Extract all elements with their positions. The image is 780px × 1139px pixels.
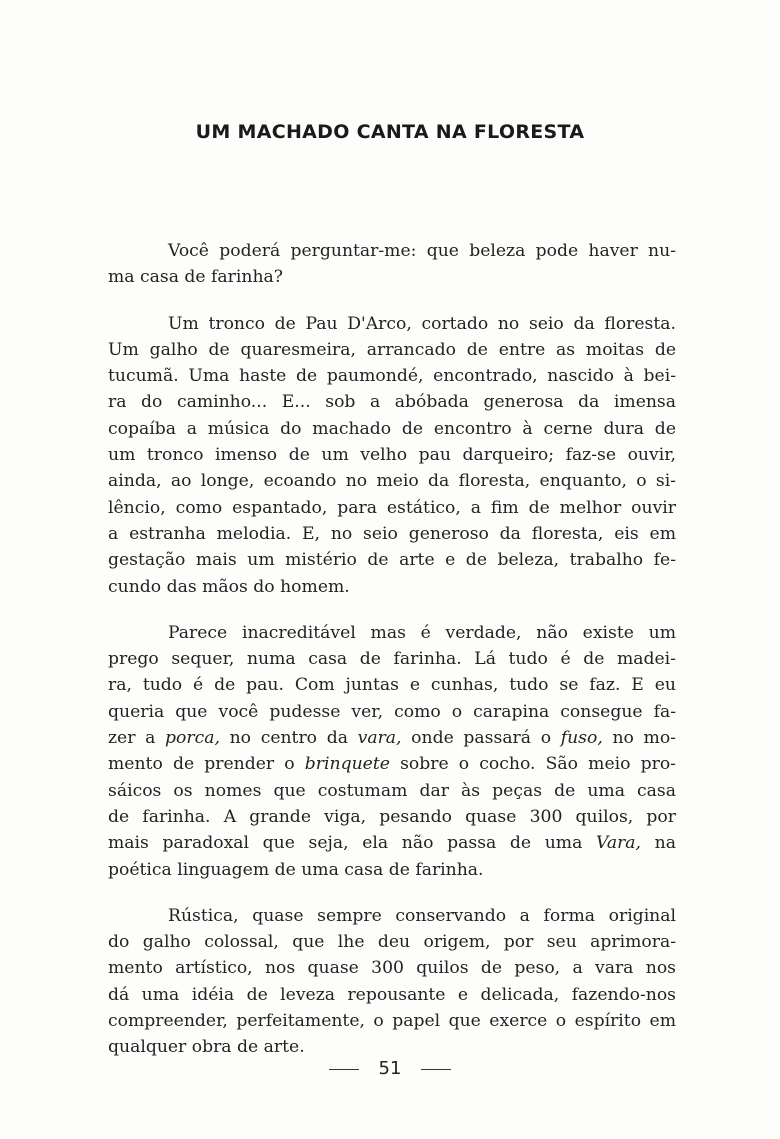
text-run: zer a (108, 728, 166, 749)
text-line (108, 725, 676, 751)
text-line: Rústica, quase sempre conservando a forma original (168, 905, 676, 926)
text-line: qualquer obra de arte. (108, 1037, 305, 1058)
text-line: Um tronco de Pau D'Arco, cortado no seio da floresta. (168, 313, 676, 334)
italic-term: vara, (357, 728, 402, 749)
text-line (108, 830, 676, 856)
text-line: mento artístico, nos quase 300 quilos de peso, a vara nos (108, 958, 676, 979)
text-line: queria que você pudesse ver, como o carapina consegue fa- (108, 701, 676, 722)
italic-term: Vara, (596, 833, 642, 854)
text-line: Você poderá perguntar-me: que beleza pode haver nu- (168, 241, 676, 261)
right-dash (421, 1069, 451, 1070)
text-line: cundo das mãos do homem. (108, 576, 350, 597)
text-line: a estranha melodia. E, no seio generoso da floresta, eis em (108, 523, 676, 544)
page-footer (0, 1058, 780, 1079)
text-line: um tronco imenso de um velho pau darqueiro; faz-se ouvir, (108, 445, 676, 466)
text-line: do galho colossal, que lhe deu origem, por seu aprimora- (108, 932, 676, 953)
left-dash (329, 1069, 359, 1070)
page-number: 51 (378, 1058, 402, 1079)
italic-term: fuso, (560, 728, 603, 749)
paragraph (108, 311, 676, 600)
text-line: poética linguagem de uma casa de farinha. (108, 859, 484, 880)
text-run: mais paradoxal que seja, ela não passa de uma (108, 833, 597, 854)
text-run: sobre o cocho. São meio pro- (389, 754, 676, 775)
chapter-body (108, 238, 676, 1081)
text-line: Um galho de quaresmeira, arrancado de entre as moitas de (108, 339, 676, 360)
paragraph (108, 903, 676, 1061)
text-line: ma casa de farinha? (108, 267, 283, 288)
italic-term: brinquete (304, 754, 390, 775)
text-line: dá uma idéia de leveza repousante e delicada, fazendo-nos (108, 984, 676, 1005)
text-line: de farinha. A grande viga, pesando quase 300 quilos, por (108, 806, 676, 827)
italic-term: porca, (165, 728, 220, 749)
text-line (108, 751, 676, 777)
paragraph (108, 238, 676, 291)
text-line: prego sequer, numa casa de farinha. Lá tudo é de madei- (108, 649, 676, 670)
text-line: gestação mais um mistério de arte e de beleza, trabalho fe- (108, 550, 676, 571)
chapter-title: UM MACHADO CANTA NA FLORESTA (195, 121, 585, 143)
paragraph (108, 620, 676, 883)
text-line: ra do caminho... E... sob a abóbada generosa da imensa (108, 392, 676, 413)
text-run: onde passará o (401, 728, 561, 749)
text-line: ra, tudo é de pau. Com juntas e cunhas, tudo se faz. E eu (108, 675, 676, 696)
text-run: mento de prender o (108, 754, 305, 775)
text-run: no mo- (602, 728, 676, 749)
text-run: no centro da (219, 728, 358, 749)
text-line: sáicos os nomes que costumam dar às peças de uma casa (108, 780, 676, 801)
text-line: lêncio, como espantado, para estático, a fim de melhor ouvir (108, 497, 676, 518)
text-line: tucumã. Uma haste de paumondé, encontrado, nascido à bei- (108, 366, 676, 387)
text-run: na (641, 833, 676, 854)
text-line: copaíba a música do machado de encontro à cerne dura de (108, 418, 676, 439)
text-line: Parece inacreditável mas é verdade, não existe um (168, 622, 676, 643)
text-line: ainda, ao longe, ecoando no meio da floresta, enquanto, o si- (108, 471, 676, 492)
text-line: compreender, perfeitamente, o papel que exerce o espírito em (108, 1011, 676, 1032)
